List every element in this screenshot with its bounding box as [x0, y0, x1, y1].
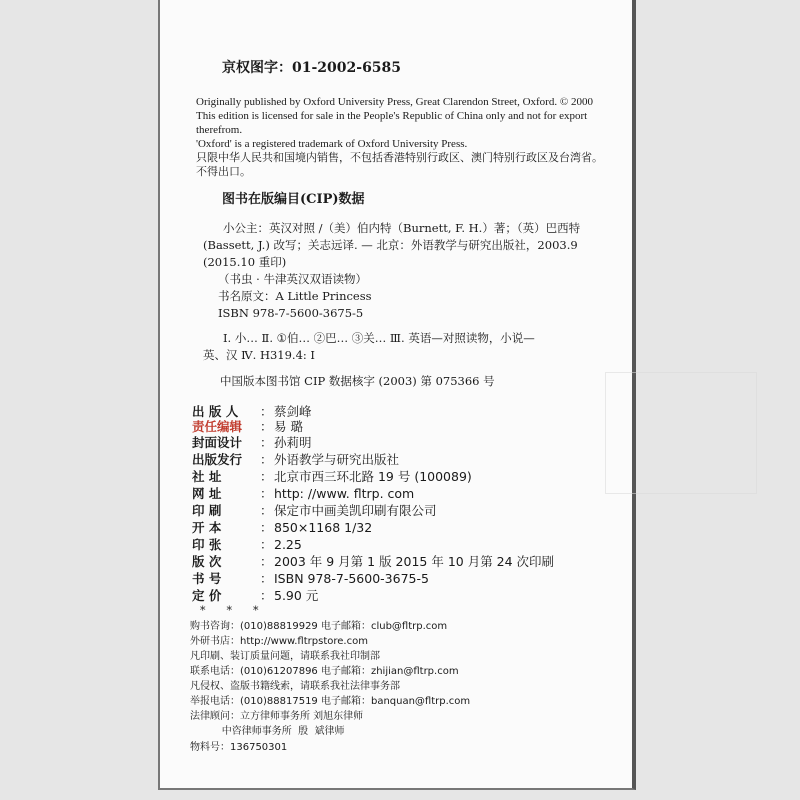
- quality-contact: 联系电话：(010)61207896 电子邮箱：zhijian@fltrp.com: [190, 666, 459, 677]
- material-number: 物料号：136750301: [190, 742, 288, 753]
- publication-row: 责任编辑 ：易 璐: [192, 419, 303, 434]
- original-note-3: therefrom.: [196, 124, 243, 136]
- publication-value: 易 璐: [274, 419, 303, 434]
- publication-value: 外语教学与研究出版社: [274, 452, 400, 467]
- cip-line: 小公主：英汉对照 /（美）伯内特（Burnett, F. H.）著；（英）巴西特: [223, 221, 581, 235]
- cip-original-title: 书名原文：A Little Princess: [218, 289, 372, 303]
- publication-value: 2.25: [274, 537, 302, 552]
- cip-check-number: 中国版本图书馆 CIP 数据核字 (2003) 第 075366 号: [220, 374, 495, 388]
- publication-row: 出 版 人 ：蔡剑峰: [192, 404, 312, 419]
- publication-value: 2003 年 9 月第 1 版 2015 年 10 月第 24 次印刷: [274, 554, 555, 569]
- publication-row: 定 价 ：5.90 元: [192, 588, 319, 603]
- print-quality-note: 凡印刷、装订质量问题，请联系我社印制部: [190, 651, 380, 662]
- publication-row: 书 号 ：ISBN 978-7-5600-3675-5: [192, 571, 429, 586]
- publication-value: ISBN 978-7-5600-3675-5: [274, 571, 429, 586]
- publication-value: http: //www. fltrp. com: [274, 486, 415, 501]
- publication-row: 出版发行 ：外语教学与研究出版社: [192, 452, 400, 467]
- publication-row: 开 本 ：850×1168 1/32: [192, 520, 373, 535]
- publication-value: 5.90 元: [274, 588, 319, 603]
- cip-title: 图书在版编目(CIP)数据: [222, 192, 365, 207]
- publication-label: 印 刷: [192, 503, 222, 518]
- legal-counsel: 法律顾问：立方律师事务所 刘旭东律师: [190, 711, 364, 722]
- publication-label: 网 址: [192, 486, 222, 501]
- publication-value: 保定市中画美凯印刷有限公司: [274, 503, 437, 518]
- publication-label: 社 址: [192, 469, 222, 484]
- cip-index: 英、汉 Ⅳ. H319.4: I: [203, 348, 315, 362]
- cip-series: （书虫 · 牛津英汉双语读物）: [218, 272, 367, 286]
- publication-row: 封面设计 ：孙莉明: [192, 435, 312, 450]
- copyright-registration: 京权图字：01-2002-6585: [222, 60, 402, 76]
- publication-label: 封面设计: [192, 435, 243, 450]
- no-export-note: 不得出口。: [196, 166, 251, 178]
- publication-row: 网 址 ：http: //www. fltrp. com: [192, 486, 415, 501]
- publication-value: 北京市西三环北路 19 号 (100089): [274, 469, 472, 484]
- publication-value: 蔡剑峰: [274, 404, 312, 419]
- original-note-2: This edition is licensed for sale in the People's Republic of China only and not for export: [196, 110, 588, 122]
- publication-label: 开 本: [192, 520, 222, 535]
- publication-label: 版 次: [192, 554, 222, 569]
- publication-value: 850×1168 1/32: [274, 520, 373, 535]
- cip-line: (Bassett, J.) 改写；关志远译. — 北京：外语教学与研究出版社，2003.9: [203, 238, 578, 252]
- publication-label: 出版发行: [192, 452, 243, 467]
- trademark-note: 'Oxford' is a registered trademark of Oxford University Press.: [196, 138, 468, 150]
- publication-label: 出 版 人: [192, 404, 239, 419]
- bookstore-website: 外研书店：http://www.fltrpstore.com: [190, 636, 368, 647]
- cip-line: (2015.10 重印): [203, 255, 287, 269]
- piracy-note: 凡侵权、盗版书籍线索，请联系我社法律事务部: [190, 681, 400, 692]
- show-through-cover-image: [605, 372, 757, 494]
- original-note-1: Originally published by Oxford University Press, Great Clarendon Street, Oxford. © 2000: [196, 96, 593, 108]
- report-contact: 举报电话：(010)88817519 电子邮箱：banquan@fltrp.com: [190, 696, 471, 707]
- publication-row: 印 张 ：2.25: [192, 537, 302, 552]
- publication-label: 责任编辑: [192, 419, 243, 434]
- publication-label: 书 号: [192, 571, 222, 586]
- legal-counsel: 中咨律师事务所 殷 斌律师: [190, 726, 345, 737]
- purchase-contact: 购书咨询：(010)88819929 电子邮箱：club@fltrp.com: [190, 621, 448, 632]
- publication-label: 印 张: [192, 537, 222, 552]
- cip-isbn: ISBN 978-7-5600-3675-5: [218, 306, 364, 320]
- publication-row: 印 刷 ：保定市中画美凯印刷有限公司: [192, 503, 437, 518]
- publication-value: 孙莉明: [274, 435, 312, 450]
- publication-row: 版 次 ：2003 年 9 月第 1 版 2015 年 10 月第 24 次印刷: [192, 554, 555, 569]
- cip-index: Ⅰ. 小… Ⅱ. ①伯… ②巴… ③关… Ⅲ. 英语—对照读物，小说—: [223, 331, 535, 345]
- separator-stars: * * *: [200, 604, 259, 617]
- publication-label: 定 价: [192, 588, 222, 603]
- publication-row: 社 址 ：北京市西三环北路 19 号 (100089): [192, 469, 472, 484]
- sale-region-note: 只限中华人民共和国境内销售，不包括香港特别行政区、澳门特别行政区及台湾省。: [196, 152, 603, 164]
